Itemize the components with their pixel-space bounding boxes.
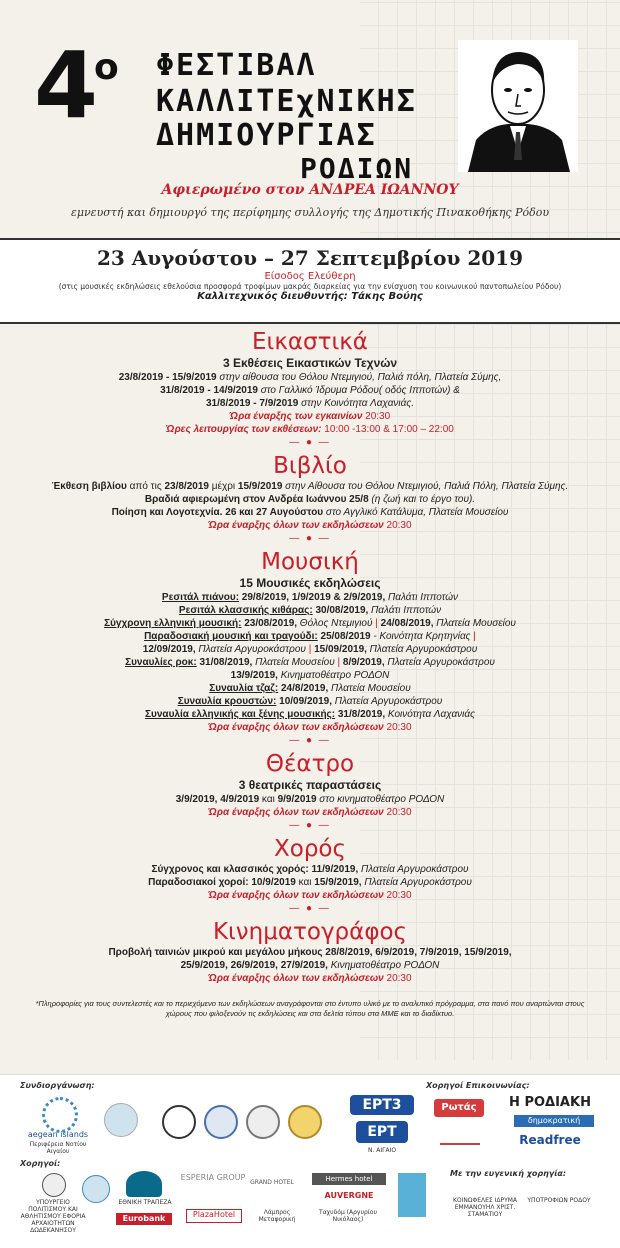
music-subtitle: 15 Μουσικές εκδηλώσεις [239, 576, 381, 590]
portrait-illustration [458, 40, 578, 172]
visual-hours: Ώρες λειτουργίας των εκθέσεων: 10:00 -13:00 & 17:00 – 22:00 [166, 424, 454, 435]
dance-start-time: Ώρα έναρξης όλων των εκδηλώσεων 20:30 [208, 890, 412, 901]
cinema-line: Προβολή ταινιών μικρού και μεγάλου μήκους 28/8/2019, 6/9/2019, 7/9/2019, 15/9/2019, [108, 947, 512, 958]
title-line-1: ΦΕΣΤΙΒΑΛ [156, 48, 317, 83]
org-logo [104, 1103, 138, 1137]
separator: — ● — [289, 533, 331, 544]
music-line: 12/09/2019, Πλατεία Αργυροκάστρου | 15/09/2019, Πλατεία Αργυροκάστρου [142, 644, 478, 655]
music-line: Σύγχρονη ελληνική μουσική: 23/08/2019, Θόλος Ντεμιγιού | 24/08/2019, Πλατεία Μουσείου [104, 618, 516, 629]
music-line: Παραδοσιακή μουσική και τραγούδι: 25/08/2019 - Κοινότητα Κρητηνίας | [144, 631, 476, 642]
section-title-dance: Χορός [274, 836, 346, 862]
hermes-hotel-logo: Hermes hotel [312, 1173, 386, 1185]
artistic-director: Καλλιτεχνικός διευθυντής: Τάκης Βούης [197, 291, 423, 302]
aegean-islands-logo: aegean islands Περιφέρεια Νοτίου Αιγαίου [20, 1097, 96, 1153]
support-label: Με την ευγενική χορηγία: [450, 1169, 567, 1178]
grand-hotel-logo: GRAND HOTEL [250, 1179, 294, 1186]
title-line-2: ΚΑΛΛΙΤΕχΝΙΚΗΣ [156, 84, 417, 119]
edition-number: $4^o$ [34, 32, 115, 139]
footnote: *Πληροφορίες για τους συντελεστές και το περιεχόμενο των εκδηλώσεων αναγράφονται στο έντυπο υλικό με το αναλυτικό πρόγραμμα, στα πανό που αναρτώνται στους χώρους που φιλοξενούν τις εκδηλώσεις και στα δελτία τύπου στα ΜΜΕ και το διαδίκτυο. [35, 999, 585, 1018]
org-logo [246, 1105, 280, 1139]
ert3-logo: ΕΡΤ3 [350, 1095, 414, 1115]
section-title-music: Μουσική [261, 549, 359, 575]
plaza-hotel-logo: PlazaHotel [186, 1209, 242, 1223]
org-logo [288, 1105, 322, 1139]
readfree-logo: Readfree [519, 1133, 581, 1147]
music-line: Συναυλία τζαζ: 24/8/2019, Πλατεία Μουσείου [209, 683, 411, 694]
music-line: Ρεσιτάλ κλασσικής κιθάρας: 30/08/2019, Παλάτι Ιπποτών [178, 605, 442, 616]
cinema-start-time: Ώρα έναρξης όλων των εκδηλώσεων 20:30 [208, 973, 412, 984]
org-logo [204, 1105, 238, 1139]
visual-subtitle: 3 Εκθέσεις Εικαστικών Τεχνών [222, 356, 398, 370]
cinema-line: 25/9/2019, 26/9/2019, 27/9/2019, Κινηματοθέατρο ΡΟΔΟΝ [180, 960, 440, 971]
book-line: Ποίηση και Λογοτεχνία. 26 και 27 Αυγούστου στο Αγγλικό Κατάλυμα, Πλατεία Μουσείου [111, 507, 509, 518]
ministry-emblem [42, 1173, 66, 1197]
ert-logo: ΕΡΤ [356, 1121, 408, 1143]
taxydromos-text: Ταχυδόμ (Αργυρίου Νικόλαος) [319, 1209, 377, 1223]
visual-line: 31/8/2019 - 14/9/2019 στο Γαλλικό Ίδρυμα Ρόδου( οδός Ιπποτών) & [160, 385, 460, 396]
section-title-visual: Εικαστικά [252, 329, 368, 355]
theatre-subtitle: 3 θεατρικές παραστάσεις [238, 778, 382, 792]
separator: — ● — [289, 903, 331, 914]
lampros-text: Λάμπρος Μεταφορική [258, 1209, 296, 1223]
book-line: Έκθεση βιβλίου από τις 23/8/2019 μέχρι 15/9/2019 στην Αίθουσα του Θόλου Ντεμιγιού, Παλιά Πόλη, Πλατεία Σύμης. [51, 481, 569, 492]
dimokratiki-logo: δημοκρατική [514, 1115, 594, 1127]
separator: — ● — [289, 437, 331, 448]
music-start-time: Ώρα έναρξης όλων των εκδηλώσεων 20:30 [208, 722, 412, 733]
dedication-subtitle: εμνευστή και δημιουργό της περίφημης συλλογής της Δημοτικής Πινακοθήκης Ρόδου [70, 206, 550, 219]
dedication: Αφιερωμένο στον ΑΝΔΡΕΑ ΙΩΑΝΝΟΥ [161, 182, 459, 198]
free-entry: Είσοδος Ελεύθερη [264, 271, 356, 282]
dates-banner [0, 238, 620, 324]
separator: — ● — [289, 735, 331, 746]
ethniki-bank-logo [126, 1171, 162, 1197]
book-start-time: Ώρα έναρξης όλων των εκδηλώσεων 20:30 [208, 520, 412, 531]
section-title-book: Βιβλίο [273, 453, 347, 479]
music-line: Συναυλία ελληνικής και ξένης μουσικής: 31/8/2019, Κοινότητα Λαχανιάς [145, 709, 475, 720]
book-line: Βραδιά αφιερωμένη στον Ανδρέα Ιωάννου 25/8 (η ζωή και το έργο του). [144, 494, 476, 505]
ephorate-text: ΥΠΟΥΡΓΕΙΟ ΠΟΛΙΤΙΣΜΟΥ ΚΑΙ ΑΘΛΗΤΙΣΜΟΥ ΕΦΟΡΙΑ ΑΡΧΑΙΟΤΗΤΩΝ ΔΩΔΕΚΑΝΗΣΟΥ [20, 1199, 86, 1234]
ypotrofion-text: ΥΠΟΤΡΟΦΙΩΝ ΡΟΔΟΥ [527, 1197, 591, 1204]
dance-line: Σύγχρονος και κλασσικός χορός: 11/9/2019, Πλατεία Αργυροκάστρου [151, 864, 469, 875]
auvergne-logo: AUVERGNE [324, 1191, 374, 1200]
title-line-4: ΡΟΔΙΩΝ [300, 152, 414, 185]
sponsors-area [0, 1074, 620, 1248]
theatre-start-time: Ώρα έναρξης όλων των εκδηλώσεων 20:30 [208, 807, 412, 818]
poster-header [0, 0, 620, 236]
poster-thumbnail [398, 1173, 426, 1217]
rodiaki-logo: Η ΡΟΔΙΑΚΗ [509, 1095, 591, 1110]
coorganization-label: Συνδιοργάνωση: [20, 1081, 95, 1090]
music-line: Συναυλίες ροκ: 31/08/2019, Πλατεία Μουσείου | 8/9/2019, Πλατεία Αργυροκάστρου [125, 657, 495, 668]
eurobank-logo: Eurobank [116, 1213, 172, 1225]
sponsors-label: Χορηγοί: [20, 1159, 61, 1168]
visual-line: 23/8/2019 - 15/9/2019 στην αίθουσα του Θόλου Ντεμιγιού, Παλιά πόλη, Πλατεία Σύμης, [118, 372, 502, 383]
media-sponsors-label: Χορηγοί Επικοινωνίας: [426, 1081, 530, 1090]
title-line-3: ΔΗΜΙΟΥΡΓΙΑΣ [156, 118, 377, 153]
ert-sub: Ν. ΑΙΓΑΙΟ [367, 1147, 397, 1154]
section-title-theatre: Θέατρο [265, 751, 355, 777]
theatre-line: 3/9/2019, 4/9/2019 και 9/9/2019 στο κινηματοθέατρο ΡΟΔΟΝ [175, 794, 445, 805]
org-logo [82, 1175, 110, 1203]
visual-opening-time: Ώρα έναρξης των εγκαινίων 20:30 [229, 411, 391, 422]
music-line: 13/9/2019, Κινηματοθέατρο ΡΟΔΟΝ [230, 670, 390, 681]
dance-line: Παραδοσιακοί χοροί: 10/9/2019 και 15/9/2019, Πλατεία Αργυροκάστρου [148, 877, 472, 888]
org-logo [162, 1105, 196, 1139]
music-line: Ρεσιτάλ πιάνου: 29/8/2019, 1/9/2019 & 2/9/2019, Παλάτι Ιπποτών [161, 592, 459, 603]
media-logo [440, 1127, 480, 1145]
donation-note: (στις μουσικές εκδηλώσεις εθελούσια προσφορά τροφίμων μακράς διαρκείας για την ενίσχυση του κοινωνικού παντοπωλείου Ρόδου) [58, 282, 562, 291]
ethniki-text: ΕΘΝΙΚΗ ΤΡΑΠΕΖΑ [118, 1199, 172, 1206]
music-line: Συναυλία κρουστών: 10/09/2019, Πλατεία Αργυροκάστρου [177, 696, 443, 707]
esperia-logo: ESPERIA GROUP [180, 1173, 246, 1182]
visual-line: 31/8/2019 - 7/9/2019 στην Κοινότητα Λαχανιάς. [206, 398, 414, 409]
festival-dates: 23 Αυγούστου – 27 Σεπτεμβρίου 2019 [96, 246, 524, 270]
section-title-cinema: Κινηματογράφος [212, 919, 408, 945]
kinofelis-text: ΚΟΙΝΩΦΕΛΕΣ ΙΔΡΥΜΑ ΕΜΜΑΝΟΥΗΛ ΧΡΙΣΤ. ΣΤΑΜΑΤΙΟΥ [452, 1197, 518, 1218]
ropos-logo: Ρωτάς [434, 1099, 484, 1117]
separator: — ● — [289, 820, 331, 831]
program-content [0, 326, 620, 1019]
